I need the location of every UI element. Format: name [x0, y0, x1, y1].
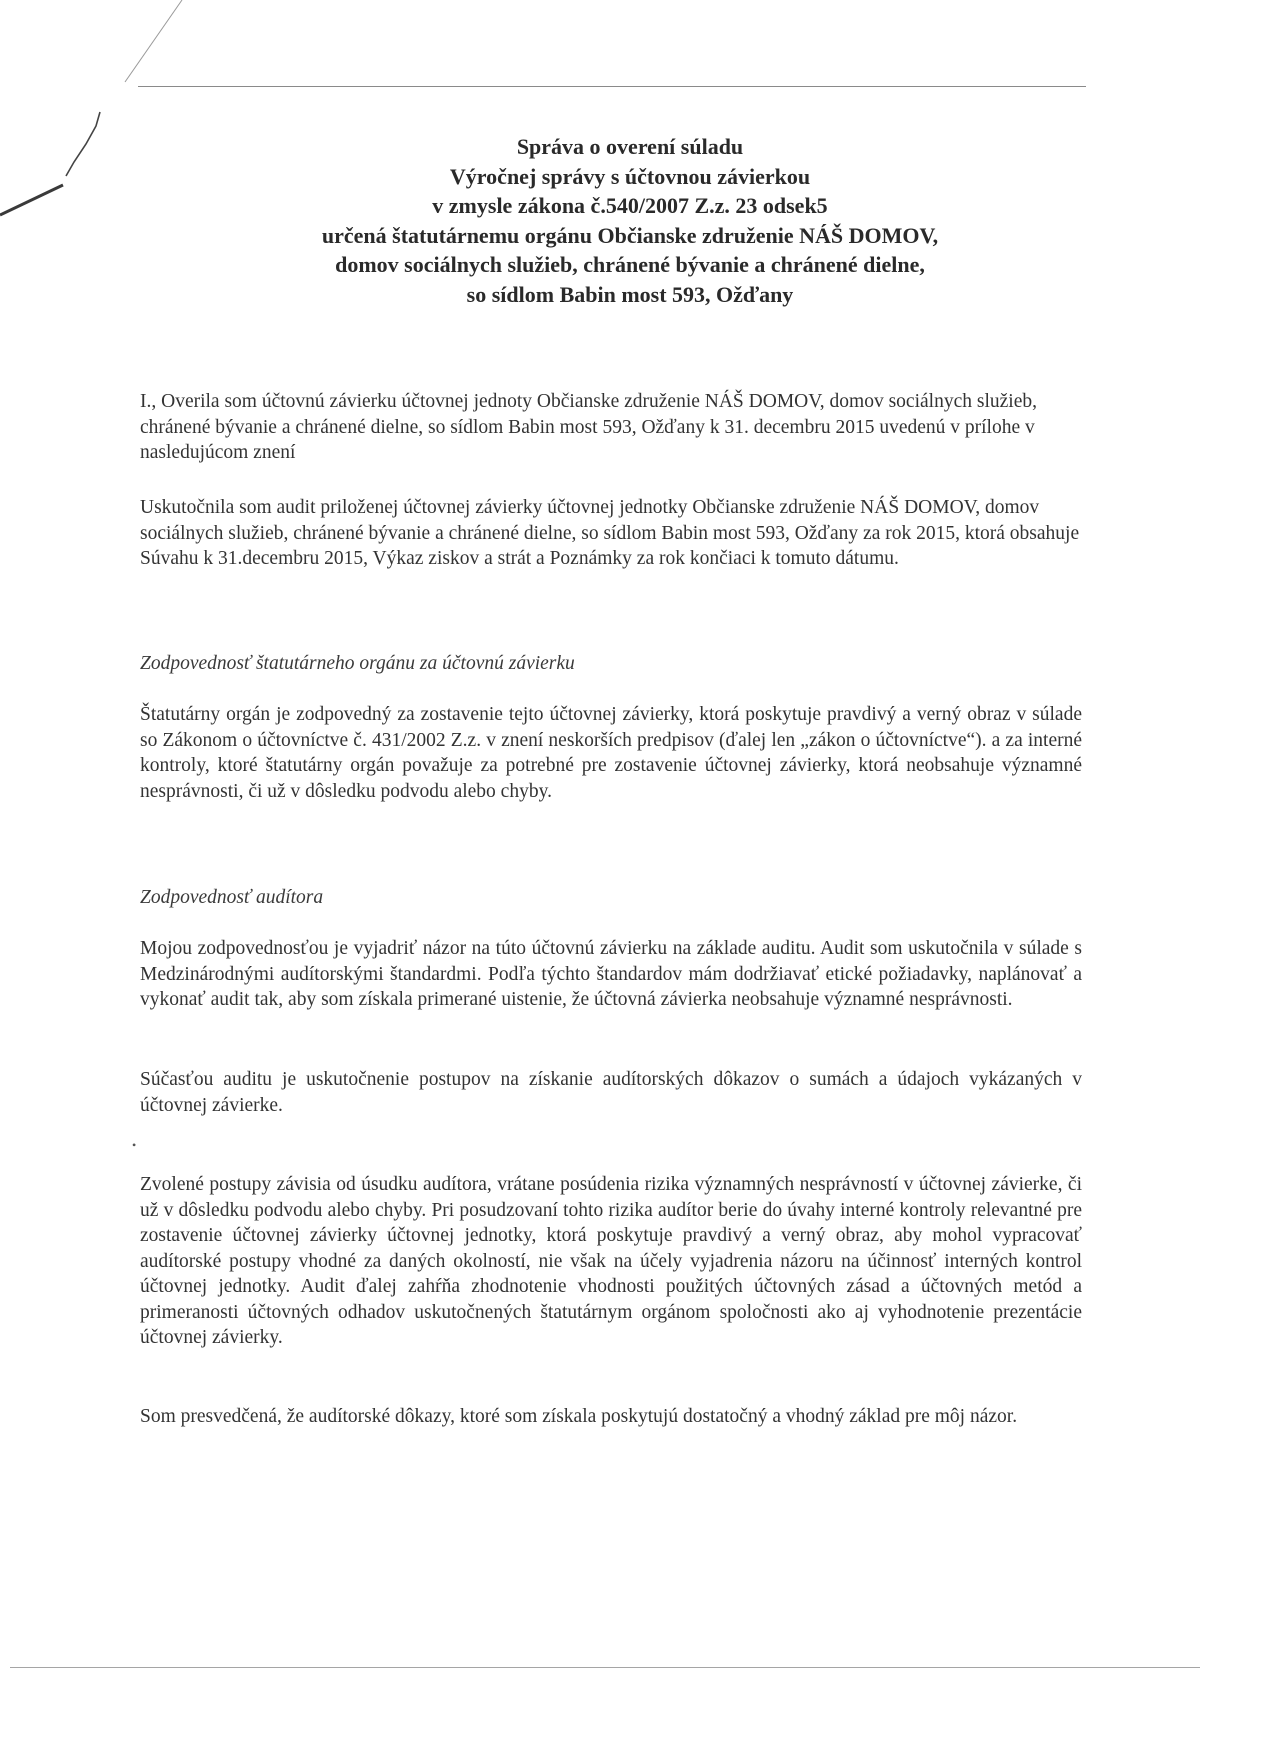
title-line: domov sociálnych služieb, chránené bývanie a chránené dielne,: [335, 252, 925, 277]
title-line: Správa o overení súladu: [516, 134, 744, 159]
title-line: v zmysle zákona č.540/2007 Z.z. 23 odsek5: [432, 193, 828, 218]
scan-speck: •: [132, 1138, 137, 1152]
corner-fold-line: [125, 0, 182, 82]
corner-shadow-line: [0, 185, 63, 215]
paragraph-statutory-responsibility: Štatutárny orgán je zodpovedný za zostavenie tejto účtovnej závierky, ktorá poskytuje pravdivý a verný obraz v súlade so Zákonom o účtovníctve č. 431/2002 Z.z. v znení neskorších predpisov (ďalej len „zákon o účtovníctve“). a za interné kontroly, ktoré štatutárny orgán považuje za potrebné pre zostavenie účtovnej závierky, ktorá neobsahuje významné nesprávnosti, či už v dôsledku podvodu alebo chyby.: [140, 704, 1082, 802]
top-rule: [138, 86, 1086, 87]
paragraph-conclusion: Som presvedčená, že audítorské dôkazy, ktoré som získala poskytujú dostatočný a vhodný základ pre môj názor.: [140, 1406, 1018, 1427]
paragraph-auditor-responsibility: Mojou zodpovednosťou je vyjadriť názor na túto účtovnú závierku na základe auditu. Audit som uskutočnila v súlade s Medzinárodnými audítorskými štandardmi. Podľa týchto štandardov mám dodržiavať etické požiadavky, naplánovať a vykonať audit tak, aby som získala primerané uistenie, že účtovná závierka neobsahuje významné nesprávnosti.: [140, 938, 1082, 1010]
section-heading-statutory: Zodpovednosť štatutárneho orgánu za účtovnú závierku: [140, 653, 575, 674]
paragraph-verification: I., Overila som účtovnú závierku účtovnej jednoty Občianske združenie NÁŠ DOMOV, domov sociálnych služieb, chránené bývanie a chránené dielne, so sídlom Babin most 593, Ožďany k 31. decembru 2015 uvedenú v prílohe v nasledujúcom znení: [140, 391, 1037, 463]
paragraph-procedure-selection: Zvolené postupy závisia od úsudku audítora, vrátane posúdenia rizika významných nesprávností v účtovnej závierke, či už v dôsledku podvodu alebo chyby. Pri posudzovaní tohto rizika audítor berie do úvahy interné kontroly relevantné pre zostavenie účtovnej závierky účtovnej jednotky, ktorá poskytuje pravdivý a verný obraz, aby mohol vypracovať audítorské postupy vhodné za daných okolností, nie však na účely vyjadrenia názoru na účinnosť interných kontrol účtovnej jednotky. Audit ďalej zahŕňa zhodnotenie vhodnosti použitých účtovných zásad a účtovných metód a primeranosti účtovných odhadov uskutočnených štatutárnym orgánom spoločnosti ako aj vyhodnotenie prezentácie účtovnej závierky.: [140, 1174, 1082, 1348]
document-title: [180, 132, 1080, 309]
paragraph-audit-procedures: Súčasťou auditu je uskutočnenie postupov na získanie audítorských dôkazov o sumách a údajoch vykázaných v účtovnej závierke.: [140, 1069, 1082, 1116]
title-line: určená štatutárnemu orgánu Občianske združenie NÁŠ DOMOV,: [321, 222, 939, 248]
bottom-rule: [10, 1667, 1200, 1668]
paragraph-audit-scope: Uskutočnila som audit priloženej účtovnej závierky účtovnej jednotky Občianske združenie NÁŠ DOMOV, domov sociálnych služieb, chránené bývanie a chránené dielne, so sídlom Babin most 593, Ožďany za rok 2015, ktorá obsahuje Súvahu k 31.decembru 2015, Výkaz ziskov a strát a Poznámky za rok končiaci k tomuto dátumu.: [140, 497, 1080, 569]
section-heading-auditor: Zodpovednosť audítora: [140, 887, 324, 908]
pen-stroke-mark: [66, 112, 100, 176]
title-line: so sídlom Babin most 593, Ožďany: [466, 281, 794, 307]
title-line: Výročnej správy s účtovnou závierkou: [449, 163, 811, 189]
